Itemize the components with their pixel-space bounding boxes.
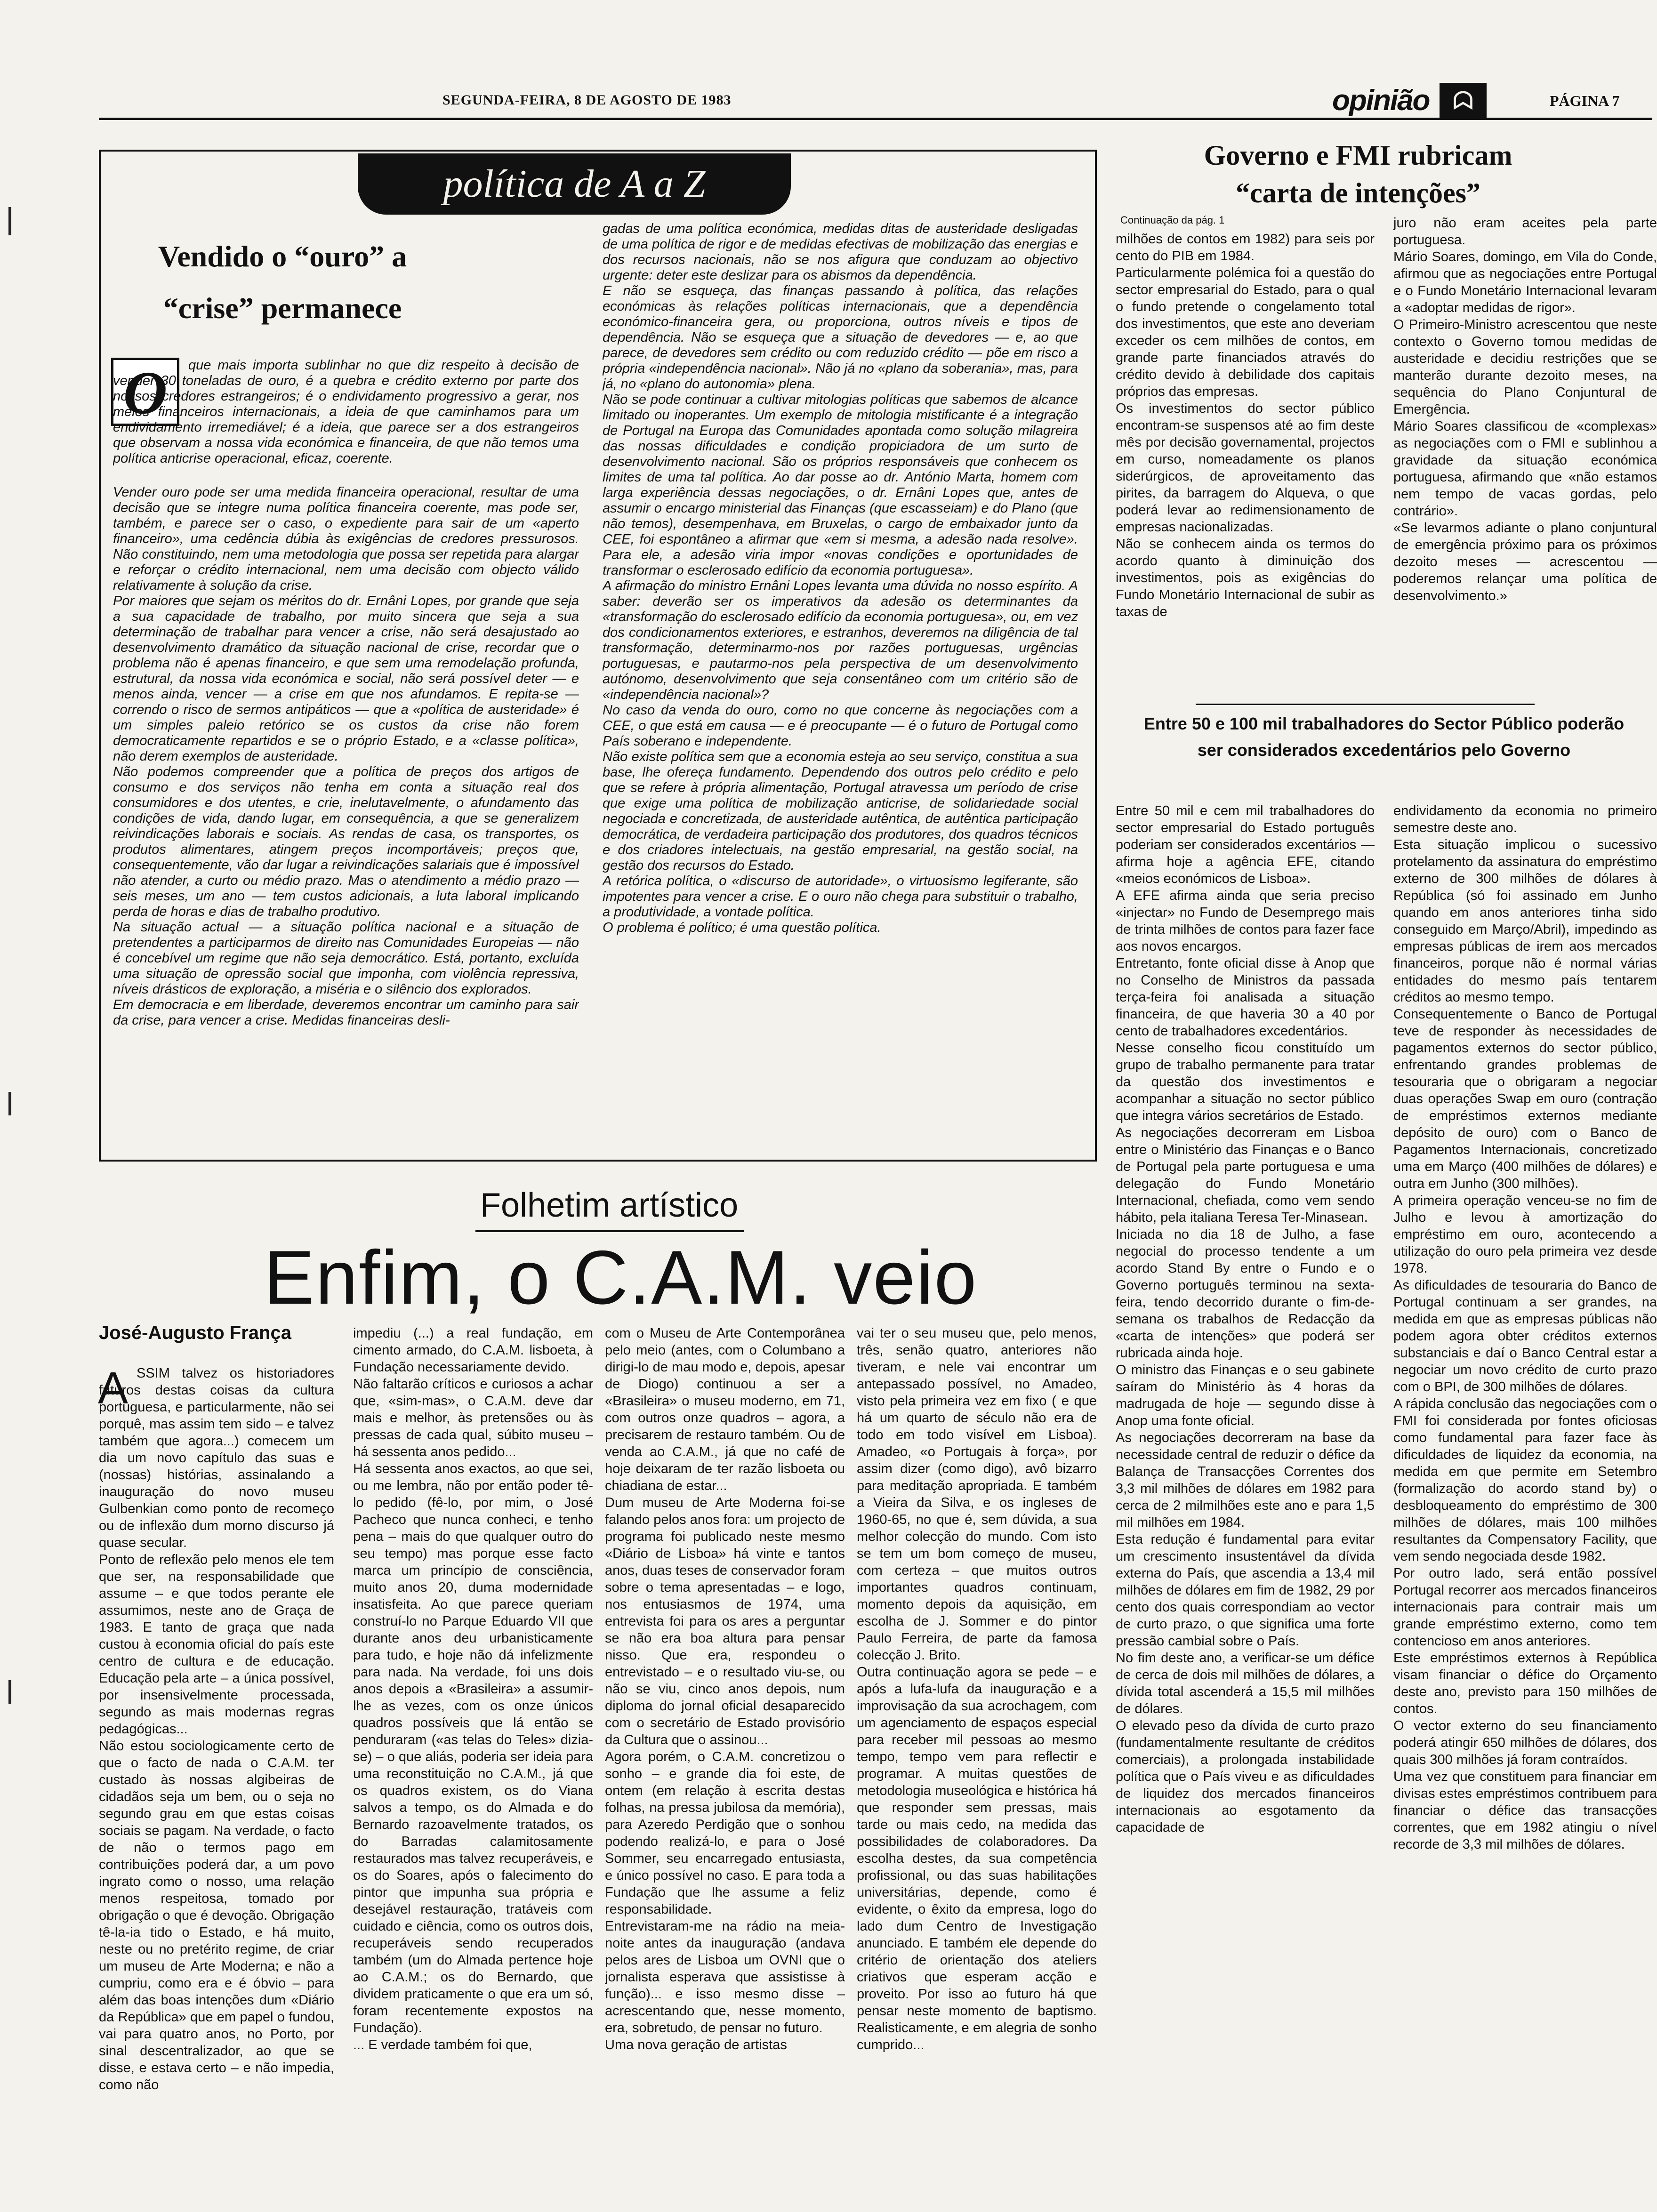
fmi-continuation: Continuação da pág. 1 [1120, 214, 1225, 226]
az-col2-body: gadas de uma política económica, medidas ditas de austeridade desligadas de uma política de rigor e de medidas efectivas de mobilização das energias e dos recursos nacionais, não se nos afigura que conduzam ao objectivo urgente: deter este deslizar para os abismos da dependência. E não se esqueça, das finanças passando à política, das relações económicas às relações políticas internacionais, que a dependência económico-financeira gera, ou proporciona, outros níveis e tipos de dependência. Não se esqueça que a situação de devedores — e, ao que parece, de devedores sem crédito ou com reduzido crédito — põe em risco a própria «independência nacional». Não já no «plano da soberania», mas, para já, no «plano do autonomia» plena. Não se pode continuar a cultivar mitologias políticas que sabemos de alcance limitado ou inoperantes. Um exemplo de mitologia mistificante é a integração de Portugal na Europa das Comunidades apontada como solução milagreira das nossas dificuldades e condição propiciadora de um surto de desenvolvimento nacional. São os próprios responsáveis que conhecem os limites de uma tal política. Ao dar posse ao dr. António Marta, homem com larga experiência dessas negociações, o dr. Ernâni Lopes que, antes de assumir o encargo ministerial das Finanças (que escasseiam) e do Plano (que não temos), desempenhava, em Bruxelas, o cargo de embaixador junto da CEE, foi espontâneo a afirmar que «em si mesma, a adesão nada resolve». Para ele, a adesão viria impor «novas condições e oportunidades de transformar o esclerosado edifício da economia portuguesa». A afirmação do ministro Ernâni Lopes levanta uma dúvida no nosso espírito. A saber: deverão ser os imperativos da adesão os determinantes da «transformação do esclerosado edifício da economia portuguesa», ou, em vez dos condicionamentos exteriores, e estranhos, deveremos na diligência de tal transformação, determinarmo-nos por razões portuguesas, urgências portuguesas, e pautarmo-nos pela perspectiva de um desenvolvimento autónomo, desenvolvimento que seja consentâneo com um critério são de «independência nacional»? No caso da venda do ouro, como no que concerne às negociações com a CEE, o que está em causa — e é preocupante — é o futuro de Portugal como País soberano e independente. Não existe política sem que a economia esteja ao seu serviço, constitua a sua base, lhe ofereça fundamento. Dependendo dos outros pelo crédito e pelo que se refere à própria alimentação, Portugal atravessa um período de crise que exige uma política de mobilização anticrise, de solidariedade social negociada e concretizada, de austeridade autêntica, de autêntica participação democrática, de verdadeira participação dos produtores, dos quadros técnicos e dos criadores intelectuais, na gestão empresarial, na gestão social, na gestão dos recursos do Estado. A retórica política, o «discurso de autoridade», o virtuosismo legiferante, são impotentes para vencer a crise. E o ouro não chega para substituir o trabalho, a produtividade, a vontade política. O problema é político; é uma questão política. [603, 221, 1078, 935]
folhetim-dropcap: A [98, 1363, 129, 1413]
page-number: PÁGINA 7 [1550, 92, 1620, 109]
az-banner [358, 153, 791, 215]
fmi-col1: milhões de contos em 1982) para seis por cento do PIB em 1984. Particularmente polémica foi a questão do sector empresarial do Estado, para o qual o fundo pretende o congelamento total dos investimentos, que este ano deveriam exceder os cem milhões de contos, em grande parte financiados através do crédito devido à debilidade dos capitais próprios das empresas. Os investimentos do sector público encontram-se suspensos até ao fim deste mês por decisão governamental, projectos em curso, nomeadamente os planos siderúrgicos, de aproveitamento das pirites, da barragem do Alqueva, o que poderá levar ao redimensionamento de empresas nacionalizadas. Não se conhecem ainda os termos do acordo quanto à diminuição dos investimentos, pois as exigências do Fundo Monetário Internacional de subir as taxas de [1116, 232, 1375, 619]
issue-date: SEGUNDA-FEIRA, 8 DE AGOSTO DE 1983 [442, 92, 732, 108]
folhetim-kicker: Folhetim artístico [480, 1186, 739, 1224]
fmi-col2: juro não eram aceites pela parte portuguesa. Mário Soares, domingo, em Vila do Conde, afirmou que as negociações entre Portugal e o Fundo Monetário Internacional levaram a «adoptar medidas de rigor». O Primeiro-Ministro acrescentou que neste contexto o Governo tomou medidas de austeridade e decidiu restrições que se manterão durante dezoito meses, na sequência do Plano Conjuntural de Emergência. Mário Soares classificou de «complexas» as negociações com o FMI e sublinhou a gravidade da situação económica portuguesa, afirmando que «não estamos nem tempo de vacas gordas, pelo contrário». «Se levarmos adiante o plano conjuntural de emergência próximo para os próximos dezoito meses — acrescentou — poderemos relançar uma política de desenvolvimento.» [1393, 216, 1657, 603]
sector-col2: endividamento da economia no primeiro semestre deste ano. Esta situação implicou o sucessivo protelamento da assinatura do empréstimo externo de 300 milhões de dólares à República (só foi assinado em Junho quando em anos anteriores tinha sido conseguido em Março/Abril), impedindo as empresas públicas de irem aos mercados financeiros, porque não é normal várias entidades do mesmo país tentarem créditos ao mesmo tempo. Consequentemente o Banco de Portugal teve de responder às necessidades de pagamentos externos do sector público, enfrentando grandes problemas de tesouraria que o obrigaram a negociar duas operações Swap em ouro (contração de empréstimos externos mediante depósito de ouro) com o Banco de Pagamentos Internacionais, concretizado uma em Março (400 milhões de dólares) e outra em Junho (300 milhões). A primeira operação venceu-se no fim de Julho e levou à amortização do empréstimo em ouro, acontecendo a utilização do ouro pela primeira vez desde 1978. As dificuldades de tesouraria do Banco de Portugal continuam a ser grandes, na medida em que as empresas públicas não podem agora obter créditos externos substanciais e daí o Banco Central estar a negociar um novo crédito de curto prazo com o BPI, de 300 milhões de dólares. A rápida conclusão das negociações com o FMI foi considerada por fontes oficiosas como fundamental para fazer face às dificuldades de liquidez da economia, na medida em que permite em Setembro (formalização do acordo stand by) o desbloqueamento do empréstimo de 300 milhões de dólares, mais 100 milhões resultantes da Compensatory Facility, que vem sendo negociada desde 1982. Por outro lado, será então possível Portugal recorrer aos mercados financeiros internacionais para contrair mais um grande empréstimo externo, como tem contencioso em anos anteriores. Este empréstimos externos à República visam financiar o défice do Orçamento deste ano, previsto para 150 milhões de contos. O vector externo do seu financiamento poderá atingir 650 milhões de dólares, dos quais 300 milhões já foram contraídos. Uma vez que constituem para financiar em divisas estes empréstimos contribuem para financiar o défice das transacções correntes, que em 1982 atingiu o nível recorde de 3,3 mil milhões de dólares. [1393, 803, 1657, 1852]
folhetim-col4: vai ter o seu museu que, pelo menos, três, senão quatro, anteriores não tiveram, e nele vai encontrar um antepassado possível, no Amadeo, visto pela primeira vez em fixo ( e que há um quarto de século não era de todo em todo visível em Lisboa). Amadeo, «o Portugais à força», por assim dizer (como digo), avô bizarro para meditação apropriada. E também a Vieira da Silva, e os ingleses de 1960-65, no que é, sem dúvida, a sua melhor colecção do mundo. Com isto se tem um bom começo de museu, com certeza – que muitos outros importantes quadros continuam, momento depois da aquisição, em escolha de J. Sommer e do pintor Paulo Ferreira, de parte da famosa colecção J. Brito. Outra continuação agora se pede – e após a lufa-lufa da inauguração e a improvisação da sua acrochagem, com um agenciamento de espaços especial para receber mil pessoas ao mesmo tempo, tempo vem para reflectir e programar. A muitas questões de metodologia museológica e histórica há que responder sem pressas, mais tarde ou mais cedo, na medida das possibilidades de colaboradores. Da escolha destes, da sua competência profissional, ou das suas habilitações universitárias, depende, como é evidente, o êxito da empresa, logo do lado dum Centro de Investigação anunciado. E também ele depende do critério de orientação dos ateliers criativos que esperam acção e proveito. Por isso ao futuro há que pensar neste momento de baptismo. Realisticamente, e em alegria de sonho cumprido... [857, 1326, 1097, 2052]
az-dropcap-letter: O [123, 359, 168, 427]
folhetim-col2: impediu (...) a real fundação, em cimento armado, do C.A.M. lisboeta, à Fundação necessariamente devido. Não faltarão críticos e curiosos a achar que, «sim-mas», o C.A.M. deve dar mais e melhor, às pretensões ou às pressas de cada qual, súbito museu – há sessenta anos pedido... Há sessenta anos exactos, ao que sei, ou me lembra, não por então poder tê-lo pedido (fê-lo, por mim, o José Pacheco que nunca conheci, e tenho pena – mais do que qualquer outro do seu tempo) mas porque esse facto marca um princípio de consciência, muito anos 20, duma modernidade insatisfeita. Ao que parece queriam construí-lo no Parque Eduardo VII que durante anos deu urbanisticamente para tudo, e hoje não dá infelizmente para nada. Na verdade, foi uns dois anos depois a «Brasileira» a assumir-lhe as vezes, com os onze únicos quadros possíveis que lá então se penduraram («as telas do Teles» dizia-se) – o que aliás, poderia ser ideia para uma reconstituição no C.A.M., já que os quadros existem, os do Viana salvos a tempo, os do Almada e do Bernardo razoavelmente tratados, os do Barradas calamitosamente restaurados mas talvez recuperáveis, e os do Soares, após o falecimento do pintor que impunha sua própria e desejável restauração, tratáveis com cuidado e ciência, como os outros dois, recuperáveis sendo recuperados também (um do Almada pertence hoje ao C.A.M.; os do Bernardo, que dividem praticamente o que era um só, foram recentemente expostos na Fundação). ... E verdade também foi que, [353, 1326, 593, 2052]
az-banner-text: política de A a Z [443, 162, 706, 206]
section-logo-icon: ᗣ [1440, 83, 1487, 120]
sector-divider [1196, 704, 1535, 705]
folhetim-headline: Enfim, o C.A.M. veio [264, 1235, 978, 1320]
sector-col1: Entre 50 mil e cem mil trabalhadores do sector empresarial do Estado português poderiam ser considerados excentários — afirma hoje a agência EFE, citando «meios económicos de Lisboa». A EFE afirma ainda que seria preciso «injectar» no Fundo de Desemprego mais de trinta milhões de contos para fazer face aos novos encargos. Entretanto, fonte oficial disse à Anop que no Conselho de Ministros da passada terça-feira foi analisada a situação financeira, de que haveria 30 a 40 por cento de trabalhadores excedentários. Nesse conselho ficou constituído um grupo de trabalho permanente para tratar da questão dos investimentos e acompanhar a situação no sector público que integra vários secretários de Estado. As negociações decorreram em Lisboa entre o Ministério das Finanças e o Banco de Portugal pela parte portuguesa e uma delegação do Fundo Monetário Internacional, chefiada, como vem sendo hábito, pela italiana Teresa Ter-Minasean. Iniciada no dia 18 de Julho, a fase negocial do processo tendente a um acordo Stand By entre o Fundo e o Governo português terminou na sexta-feira, tendo decorrido durante o fim-de-semana os trabalhos de Redacção da «carta de intenções» que poderá ser rubricada ainda hoje. O ministro das Finanças e o seu gabinete saíram do Ministério às 4 horas da madrugada de hoje — segundo disse à Anop uma fonte oficial. As negociações decorreram na base da necessidade central de reduzir o défice da Balança de Transacções Correntes dos 3,3 mil milhões de dólares em 1982 para cerca de 2 milmilhões este ano e para 1,5 mil milhões em 1984. Esta redução é fundamental para evitar um crescimento insustentável da dívida externa do País, que ascendia a 13,4 mil milhões de dólares em fim de 1982, 29 por cento dos quais correspondiam ao vector de curto prazo, o que significa uma forte pressão cambial sobre o País. No fim deste ano, a verificar-se um défice de cerca de dois mil milhões de dólares, a dívida total ascenderá a 15,5 mil milhões de dólares. O elevado peso da dívida de curto prazo (fundamentalmente resultante de créditos comerciais), a prolongada instabilidade política que o País viveu e as dificuldades de liquidez dos mercados financeiros internacionais ao esgotamento da capacidade de [1116, 803, 1375, 1835]
folhetim-author: José-Augusto França [99, 1322, 291, 1343]
folhetim-kicker-rule [475, 1230, 744, 1232]
section-logo: opinião [1332, 84, 1430, 117]
fmi-headline: Governo e FMI rubricam “carta de intenções” [1204, 140, 1512, 208]
margin-mark [8, 207, 11, 235]
az-col1-lead: que mais importa sublinhar no que diz respeito à decisão de vender 30 toneladas de ouro, é a quebra e crédito externo por parte dos nossos credores estrangeiros; é o endividamento progressivo a gerar, nos meios financeiros internacionais, a ideia de que caminhamos para um endividamento irremediável; é a ideia, que parece ser a dos estrangeiros que observam a nossa vida económica e financeira, de que não temos uma política anticrise operacional, eficaz, coerente. [113, 358, 579, 466]
sector-headline: Entre 50 e 100 mil trabalhadores do Sector Público poderão ser considerados excedentários pelo Governo [1143, 714, 1625, 760]
folhetim-col1: SSIM talvez os historiadores futuros destas coisas da cultura portuguesa, e particularmente, não sei porquê, mas assim tem sido – e talvez também que agora...) comecem um dia um novo capítulo das suas e (nossas) histórias, assinalando a inauguração do novo museu Gulbenkian como ponto de recomeço ou de inflexão dum morno discurso já quase secular. Ponto de reflexão pelo menos ele tem que ser, na responsabilidade que assume – e que todos perante ele assumimos, neste ano de Graça de 1983. E tanto de graça que nada custou à economia oficial do país este centro de cultura e de educação. Educação pela arte – a única possível, por insensivelmente processada, segundo as mais modernas regras pedagógicas... Não estou sociologicamente certo de que o facto de nada o C.A.M. ter custado às nossas algibeiras de cidadãos seja um bem, ou o seja no segundo grau em que estas coisas sociais se pagam. Na verdade, o facto de não o termos pago em contribuições poderá dar, a um povo ingrato como o nosso, uma relação menos respeitosa, tomado por obrigação o que é devoção. Obrigação tê-la-ia tido o Estado, e há muito, neste ou no pretérito regime, de criar um museu de Arte Moderna; e não a cumpriu, como era e é óbvio – para além das boas intenções dum «Diário da República» que em papel o fundou, vai para quatro anos, no Porto, por sinal descentralizador, ao que se disse, e estava certo – e não impedia, como não [99, 1366, 334, 2092]
margin-mark [8, 1092, 11, 1115]
masthead-rule [99, 118, 1652, 120]
az-col1-body: Vender ouro pode ser uma medida financeira operacional, resultar de uma decisão que se integre numa política financeira coerente, mas pode ser, também, e parece ser o caso, o expediente para sair de um «aperto financeiro», uma cedência dúbia às exigências de credores pressurosos. Não constituindo, nem uma metodologia que possa ser repetida para alargar e reforçar o crédito internacional, nem uma decisão com objecto válido relativamente à solução da crise. Por maiores que sejam os méritos do dr. Ernâni Lopes, por grande que seja a sua capacidade de trabalho, por muito sincera que seja a sua determinação de trabalhar para vencer a crise, não será desajustado ao desenvolvimento dramático da situação nacional de crise, recordar que o problema não é apenas financeiro, e que sem uma remodelação profunda, estrutural, da nossa vida económica e social, não será possível deter — e menos ainda, vencer — a crise em que nos afundamos. E repita-se — correndo o risco de sermos antipáticos — que a «política de austeridade» é um simples paleio retórico se os custos da crise não forem democraticamente repartidos e se o próprio Estado, e a «classe política», não derem exemplos de austeridade. Não podemos compreender que a política de preços dos artigos de consumo e dos serviços não tenha em conta a situação real dos consumidores e dos utentes, e crie, inelutavelmente, o afundamento das condições de vida, dando lugar, em consequência, a que se generalizem reivindicações laborais e sociais. As rendas de casa, os transportes, os produtos alimentares, atingem preços incomportáveis; preços que, consequentemente, vão dar lugar a reivindicações salariais que é impossível não atender, a curto ou médio prazo. Mas o atendimento a médio prazo — seis meses, um ano — tem custos adicionais, a luta laboral implicando perda de horas e dias de trabalho produtivo. Na situação actual — a situação política nacional e a situação de pretendentes a participarmos de direito nas Comunidades Europeias — não é concebível um regime que não seja democrático. Está, portanto, excluída uma situação de opressão social que imponha, com violência repressiva, níveis drásticos de exploração, a miséria e o silêncio dos explorados. Em democracia e em liberdade, deveremos encontrar um caminho para sair da crise, para vencer a crise. Medidas financeiras desli- [113, 485, 579, 1028]
az-headline: Vendido o “ouro” a “crise” permanece [158, 240, 407, 325]
folhetim-col3: com o Museu de Arte Contemporânea pelo meio (antes, com o Columbano a dirigi-lo de mau modo e, depois, apesar de Diogo) continuou a ser a «Brasileira» o museu moderno, em 71, com outros onze quadros – agora, a precisarem de restauro também. Ou de venda ao C.A.M., já que no café de hoje deixaram de ter razão lisboeta ou chiadiana de estar... Dum museu de Arte Moderna foi-se falando pelos anos fora: um projecto de programa foi publicado neste mesmo «Diário de Lisboa» há vinte e tantos anos, duas teses de conservador foram sobre o tema apresentadas – e logo, nos entusiasmos de 1974, uma entrevista foi para os ares a perguntar se não era boa altura para pensar nisso. Que era, respondeu o entrevistado – e o resultado viu-se, ou não se viu, cinco anos depois, num diploma do jornal oficial desaparecido com o secretário de Estado provisório da Cultura que o assinou... Agora porém, o C.A.M. concretizou o sonho – e grande dia foi este, de ontem (em relação à escrita destas folhas, na pressa jubilosa da memória), para Azeredo Perdigão que o sonhou podendo realizá-lo, e para o José Sommer, seu encarregado entusiasta, e único possível no caso. E para toda a Fundação que lhe assume a feliz responsabilidade. Entrevistaram-me na rádio na meia-noite antes da inauguração (andava pelos ares de Lisboa um OVNI que o jornalista esperava que assistisse à função)... e isso mesmo disse – acrescentando que, nesse momento, era, sobretudo, de pensar no futuro. Uma nova geração de artistas [605, 1326, 845, 2052]
margin-mark [8, 1680, 11, 1704]
